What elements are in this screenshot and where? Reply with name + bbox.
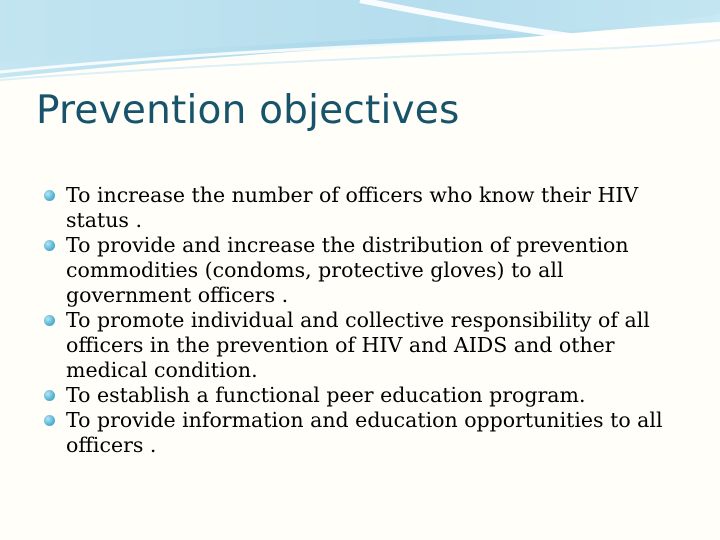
bullet-dot-icon (44, 390, 55, 401)
bullet-text: To provide and increase the distribution of prevention commodities (condoms, protective gloves) to all government officers . (66, 233, 629, 307)
bullet-list (44, 183, 694, 458)
bullet-dot-icon (44, 190, 55, 201)
bullet-text: To provide information and education opportunities to all officers . (66, 408, 663, 457)
list-item (44, 233, 694, 308)
bullet-text: To promote individual and collective responsibility of all officers in the prevention of HIV and AIDS and other medical condition. (66, 308, 650, 382)
bullet-dot-icon (44, 315, 55, 326)
list-item (44, 408, 694, 458)
slide-title: Prevention objectives (36, 88, 460, 133)
header-wave-decoration (0, 0, 720, 90)
bullet-dot-icon (44, 240, 55, 251)
bullet-text: To increase the number of officers who know their HIV status . (66, 183, 639, 232)
list-item (44, 183, 694, 233)
list-item (44, 383, 694, 408)
bullet-dot-icon (44, 415, 55, 426)
list-item (44, 308, 694, 383)
bullet-text: To establish a functional peer education program. (66, 383, 586, 407)
